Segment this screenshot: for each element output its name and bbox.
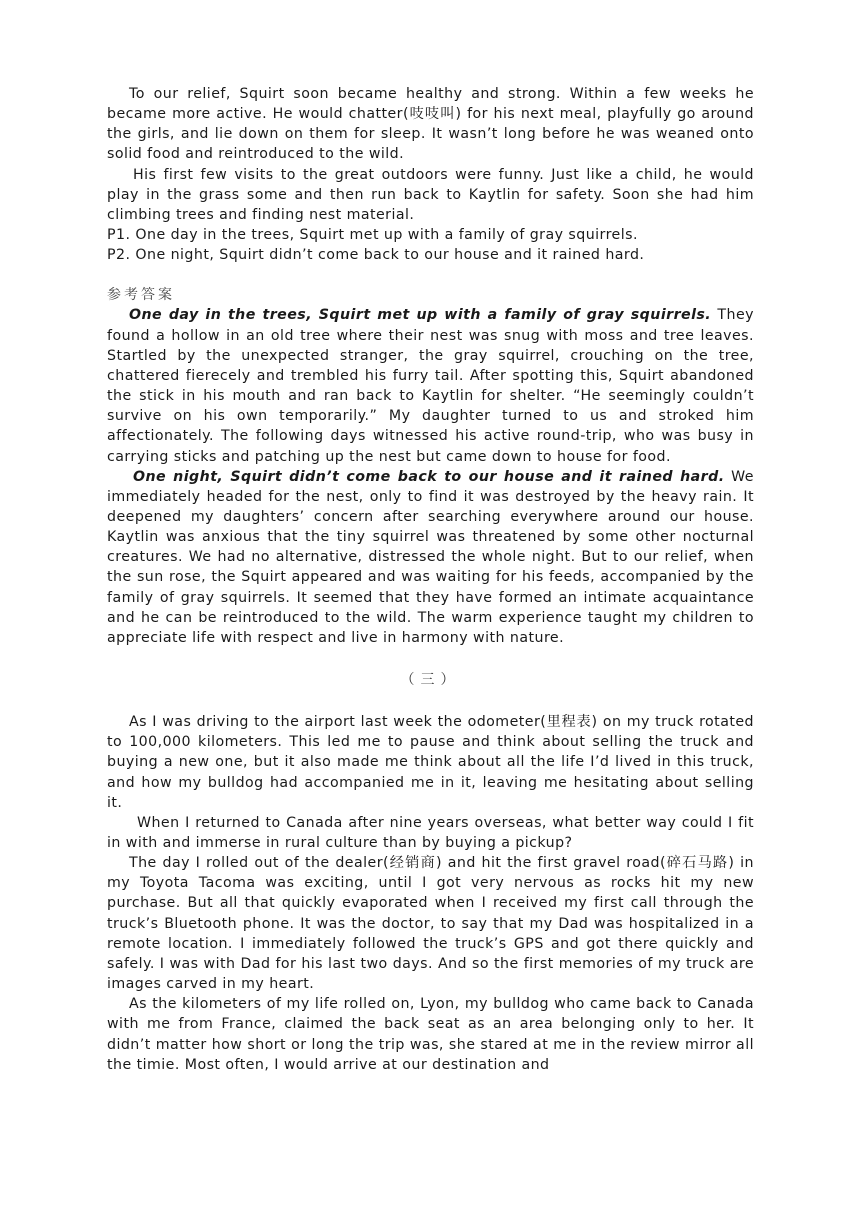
passage-paragraph: As I was driving to the airport last week the odometer(里程表) on my truck rotated to 100,000 kilometers. This led me to pause and think about selling the truck and buying a new one, but it also made me think about all the life I’d lived in this truck, and how my bulldog had accompanied me in it, leaving me hesitating about selling it. (107, 714, 754, 811)
story-paragraph: His first few visits to the great outdoors were funny. Just like a child, he would play in the grass some and then run back to Kaytlin for safety. Soon she had him climbing trees and finding nest material. (107, 166, 754, 223)
writing-prompt: P2. One night, Squirt didn’t come back to our house and it rained hard. (107, 247, 645, 264)
answer-lead-sentence: One day in the trees, Squirt met up with a family of gray squirrels. (129, 307, 712, 324)
passage-paragraph: As the kilometers of my life rolled on, Lyon, my bulldog who came back to Canada with me from France, claimed the back seat as an area belonging only to her. It didn’t matter how short or long the trip was, she stared at me in the review mirror all the timie. Most often, I would arrive at our destination and (107, 996, 754, 1073)
answer-body: They found a hollow in an old tree where their nest was snug with moss and tree leaves. Startled by the unexpected stranger, the gray squirrel, crouching on the tree, chattered fierecely and trembled his furry tail. After spotting this, Squirt abandoned the stick in his mouth and ran back to Kaytlin for shelter. “He seemingly couldn’t survive on his own temporarily.” My daughter turned to us and stroked him affectionately. The following days witnessed his active round-trip, who was busy in carrying sticks and patching up the nest but came down to house for food. (107, 307, 754, 465)
writing-prompt: P1. One day in the trees, Squirt met up with a family of gray squirrels. (107, 227, 638, 244)
passage-paragraph: The day I rolled out of the dealer(经销商) and hit the first gravel road(碎石马路) in my Toyota Tacoma was exciting, until I got very nervous as rocks hit my new purchase. But all that quickly evaporated when I received my first call through the truck’s Bluetooth phone. It was the doctor, to say that my Dad was hospitalized in a remote location. I immediately followed the truck’s GPS and got there quickly and safely. I was with Dad for his last two days. And so the first memories of my truck are images carved in my heart. (107, 855, 754, 993)
answer-lead-sentence: One night, Squirt didn’t come back to our house and it rained hard. (133, 468, 725, 485)
document-page (107, 84, 754, 1075)
answer-paragraph (107, 467, 754, 648)
section-marker: （三） (400, 672, 461, 689)
answer-paragraph (107, 305, 754, 466)
answer-label: 参考答案 (107, 287, 175, 304)
story-paragraph: To our relief, Squirt soon became healthy and strong. Within a few weeks he became more active. He would chatter(吱吱叫) for his next meal, playfully go around the girls, and lie down on them for sleep. It wasn’t long before he was weaned onto solid food and reintroduced to the wild. (107, 86, 754, 163)
answer-body: We immediately headed for the nest, only to find it was destroyed by the heavy rain. It deepened my daughters’ concern after searching everywhere around our house. Kaytlin was anxious that the tiny squirrel was threatened by some other nocturnal creatures. We had no alternative, distressed the whole night. But to our relief, when the sun rose, the Squirt appeared and was waiting for his feeds, accompanied by the family of gray squirrels. It seemed that they have formed an intimate acquaintance and he can be reintroduced to the wild. The warm experience taught my children to appreciate life with respect and live in harmony with nature. (107, 468, 754, 646)
passage-paragraph: When I returned to Canada after nine years overseas, what better way could I fit in with and immerse in rural culture than by buying a pickup? (107, 814, 754, 851)
